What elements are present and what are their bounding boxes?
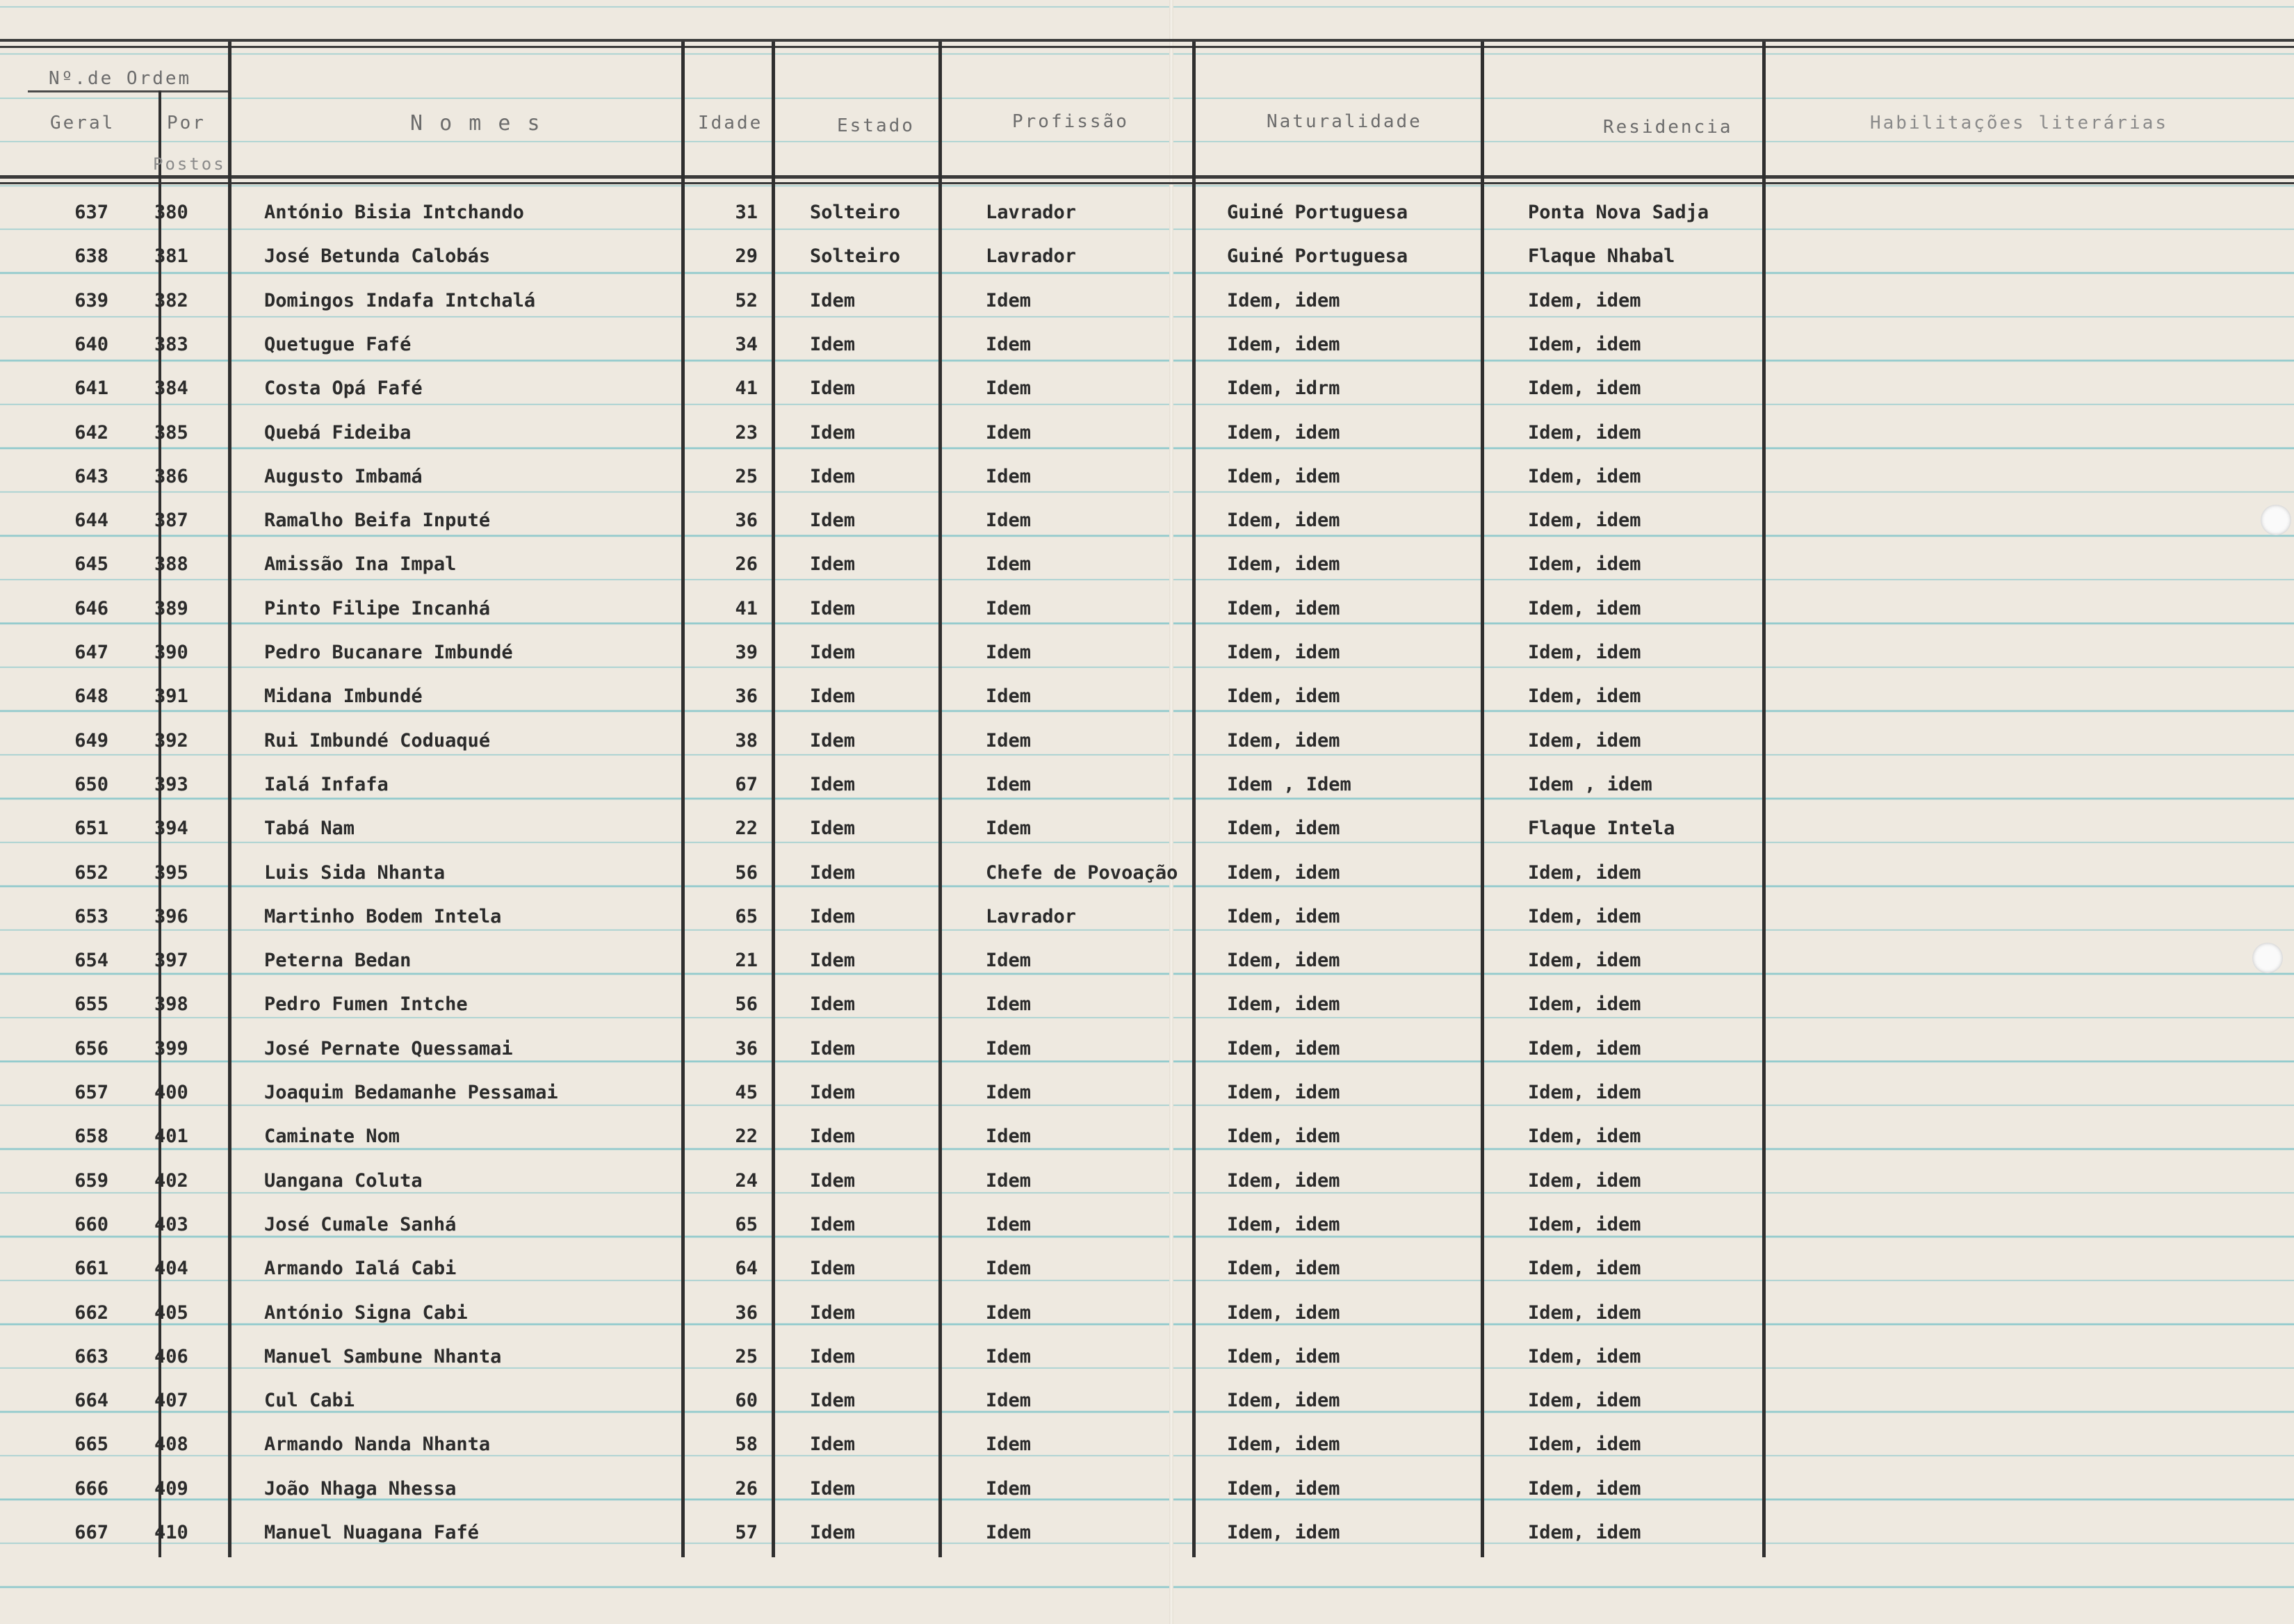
table-row [0,1249,2294,1293]
age-cell: 23 [735,421,758,444]
profession-cell: Chefe de Povoação [986,861,1178,884]
posto-number-cell: 407 [154,1390,188,1412]
profession-cell: Idem [986,1258,1032,1280]
table-row [0,1513,2294,1557]
residence-cell: Idem, idem [1528,377,1641,400]
geral-number-cell: 650 [74,773,108,795]
table-row [0,1294,2294,1338]
civil-status-cell: Idem [810,553,856,576]
age-cell: 64 [735,1258,758,1280]
table-row [0,941,2294,985]
geral-number-cell: 639 [74,289,108,311]
profession-cell: Idem [986,1390,1032,1412]
age-cell: 65 [735,1213,758,1235]
civil-status-cell: Idem [810,1126,856,1148]
birthplace-cell: Guiné Portuguesa [1227,245,1408,268]
residence-cell: Idem, idem [1528,685,1641,708]
age-cell: 21 [735,950,758,972]
residence-cell: Idem, idem [1528,1301,1641,1324]
residence-cell: Idem, idem [1528,553,1641,576]
geral-number-cell: 663 [74,1345,108,1367]
geral-number-cell: 666 [74,1477,108,1500]
geral-number-cell: 661 [74,1258,108,1280]
civil-status-cell: Idem [810,1213,856,1235]
residence-cell: Idem, idem [1528,289,1641,311]
civil-status-cell: Idem [810,905,856,927]
person-name-cell: Cul Cabi [264,1390,355,1412]
geral-number-cell: 654 [74,950,108,972]
residence-cell: Idem, idem [1528,1126,1641,1148]
person-name-cell: Tabá Nam [264,818,355,840]
residence-cell: Idem, idem [1528,861,1641,884]
residence-cell: Idem, idem [1528,1213,1641,1235]
person-name-cell: Manuel Nuagana Fafé [264,1522,479,1543]
profession-cell: Idem [986,993,1032,1016]
table-row [0,1425,2294,1469]
civil-status-cell: Idem [810,510,856,532]
age-cell: 57 [735,1522,758,1543]
person-name-cell: Rui Imbundé Coduaqué [264,729,491,752]
posto-number-cell: 401 [154,1126,188,1148]
table-row [0,1030,2294,1073]
header-profissao: Profissão [1012,111,1129,132]
birthplace-cell: Idem, idem [1227,1169,1340,1192]
person-name-cell: Pedro Bucanare Imbundé [264,642,513,663]
age-cell: 36 [735,1037,758,1059]
age-cell: 36 [735,510,758,532]
person-name-cell: Pinto Filipe Incanhá [264,597,491,619]
geral-number-cell: 644 [74,510,108,532]
person-name-cell: Uangana Coluta [264,1169,423,1192]
profession-cell: Idem [986,421,1032,444]
residence-cell: Idem, idem [1528,421,1641,444]
profession-cell: Idem [986,377,1032,400]
table-row [0,193,2294,237]
age-cell: 24 [735,1169,758,1192]
profession-cell: Idem [986,510,1032,532]
civil-status-cell: Idem [810,1434,856,1456]
table-row [0,237,2294,281]
birthplace-cell: Idem, idem [1227,510,1340,532]
profession-cell: Idem [986,1126,1032,1148]
posto-number-cell: 396 [154,905,188,927]
civil-status-cell: Idem [810,993,856,1016]
profession-cell: Lavrador [986,202,1077,223]
person-name-cell: Costa Opá Fafé [264,377,423,400]
geral-number-cell: 662 [74,1301,108,1324]
birthplace-cell: Idem, idem [1227,1390,1340,1412]
person-name-cell: Ramalho Beifa Inputé [264,510,491,532]
civil-status-cell: Idem [810,1037,856,1059]
age-cell: 56 [735,993,758,1016]
table-row [0,854,2294,898]
person-name-cell: Quebá Fideiba [264,421,412,444]
posto-number-cell: 380 [154,202,188,223]
birthplace-cell: Idem, idem [1227,905,1340,927]
person-name-cell: Manuel Sambune Nhanta [264,1345,502,1367]
residence-cell: Idem, idem [1528,1037,1641,1059]
person-name-cell: Martinho Bodem Intela [264,905,502,927]
residence-cell: Idem, idem [1528,1345,1641,1367]
profession-cell: Idem [986,1082,1032,1103]
profession-cell: Idem [986,333,1032,355]
geral-number-cell: 642 [74,421,108,444]
age-cell: 29 [735,245,758,268]
posto-number-cell: 410 [154,1522,188,1543]
table-row [0,282,2294,325]
header-rule-2 [0,182,2294,184]
table-row [0,1338,2294,1381]
table-row [0,1073,2294,1117]
header-por: Por [167,113,206,133]
age-cell: 67 [735,773,758,795]
residence-cell: Idem, idem [1528,1434,1641,1456]
posto-number-cell: 390 [154,642,188,663]
profession-cell: Idem [986,818,1032,840]
residence-cell: Idem, idem [1528,1390,1641,1412]
geral-number-cell: 648 [74,685,108,708]
profession-cell: Idem [986,729,1032,752]
geral-number-cell: 656 [74,1037,108,1059]
civil-status-cell: Idem [810,465,856,487]
posto-number-cell: 385 [154,421,188,444]
birthplace-cell: Idem, idem [1227,465,1340,487]
geral-number-cell: 660 [74,1213,108,1235]
table-row [0,722,2294,765]
civil-status-cell: Idem [810,1390,856,1412]
person-name-cell: Armando Nanda Nhanta [264,1434,491,1456]
header-postos: Postos [153,154,226,174]
civil-status-cell: Idem [810,421,856,444]
table-row [0,1470,2294,1513]
table-row [0,985,2294,1029]
person-name-cell: Domingos Indafa Intchalá [264,289,536,311]
posto-number-cell: 397 [154,950,188,972]
age-cell: 41 [735,377,758,400]
age-cell: 60 [735,1390,758,1412]
birthplace-cell: Idem, idem [1227,1345,1340,1367]
posto-number-cell: 387 [154,510,188,532]
geral-number-cell: 637 [74,202,108,223]
residence-cell: Idem , idem [1528,773,1652,795]
table-row [0,545,2294,589]
person-name-cell: João Nhaga Nhessa [264,1477,457,1500]
posto-number-cell: 406 [154,1345,188,1367]
posto-number-cell: 402 [154,1169,188,1192]
residence-cell: Idem, idem [1528,1169,1641,1192]
age-cell: 22 [735,1126,758,1148]
age-cell: 26 [735,553,758,576]
birthplace-cell: Idem, idem [1227,333,1340,355]
civil-status-cell: Idem [810,1258,856,1280]
profession-cell: Idem [986,950,1032,972]
civil-status-cell: Idem [810,1169,856,1192]
table-row [0,809,2294,853]
geral-number-cell: 655 [74,993,108,1016]
posto-number-cell: 394 [154,818,188,840]
table-row [0,1381,2294,1425]
profession-cell: Idem [986,1477,1032,1500]
age-cell: 41 [735,597,758,619]
table-row [0,457,2294,501]
profession-cell: Idem [986,553,1032,576]
person-name-cell: António Bisia Intchando [264,202,524,223]
geral-number-cell: 647 [74,642,108,663]
age-cell: 56 [735,861,758,884]
age-cell: 34 [735,333,758,355]
posto-number-cell: 409 [154,1477,188,1500]
top-rule [0,39,2294,42]
posto-number-cell: 384 [154,377,188,400]
person-name-cell: Peterna Bedan [264,950,412,972]
person-name-cell: Pedro Fumen Intche [264,993,468,1016]
civil-status-cell: Idem [810,597,856,619]
geral-number-cell: 649 [74,729,108,752]
civil-status-cell: Idem [810,950,856,972]
civil-status-cell: Idem [810,1522,856,1543]
posto-number-cell: 388 [154,553,188,576]
birthplace-cell: Idem, idem [1227,421,1340,444]
geral-number-cell: 646 [74,597,108,619]
age-cell: 38 [735,729,758,752]
top-rule-2 [0,46,2294,48]
profession-cell: Idem [986,773,1032,795]
header-rule [0,175,2294,179]
geral-number-cell: 657 [74,1082,108,1103]
residence-cell: Idem, idem [1528,1522,1641,1543]
table-row [0,590,2294,633]
geral-number-cell: 653 [74,905,108,927]
table-row [0,369,2294,413]
residence-cell: Idem, idem [1528,333,1641,355]
civil-status-cell: Idem [810,818,856,840]
birthplace-cell: Idem, idem [1227,597,1340,619]
geral-number-cell: 658 [74,1126,108,1148]
residence-cell: Idem, idem [1528,729,1641,752]
person-name-cell: José Betunda Calobás [264,245,491,268]
age-cell: 65 [735,905,758,927]
posto-number-cell: 405 [154,1301,188,1324]
geral-number-cell: 651 [74,818,108,840]
profession-cell: Idem [986,597,1032,619]
geral-number-cell: 652 [74,861,108,884]
header-residencia: Residencia [1603,117,1733,138]
birthplace-cell: Idem, idrm [1227,377,1340,400]
person-name-cell: Midana Imbundé [264,685,423,708]
birthplace-cell: Idem, idem [1227,553,1340,576]
residence-cell: Idem, idem [1528,1477,1641,1500]
age-cell: 22 [735,818,758,840]
ordem-rule [28,90,229,92]
birthplace-cell: Idem, idem [1227,729,1340,752]
header-naturalidade: Naturalidade [1267,111,1422,132]
geral-number-cell: 640 [74,333,108,355]
birthplace-cell: Idem , Idem [1227,773,1351,795]
table-row [0,898,2294,941]
profession-cell: Idem [986,685,1032,708]
posto-number-cell: 399 [154,1037,188,1059]
profession-cell: Idem [986,1522,1032,1543]
profession-cell: Idem [986,465,1032,487]
age-cell: 26 [735,1477,758,1500]
residence-cell: Idem, idem [1528,510,1641,532]
age-cell: 39 [735,642,758,663]
posto-number-cell: 392 [154,729,188,752]
profession-cell: Idem [986,1301,1032,1324]
civil-status-cell: Solteiro [810,245,901,268]
header-no-ordem: Nº.de Ordem [49,68,192,89]
residence-cell: Flaque Intela [1528,818,1675,840]
table-row [0,414,2294,457]
profession-cell: Idem [986,1213,1032,1235]
civil-status-cell: Idem [810,685,856,708]
header-nomes: N o m e s [410,111,542,136]
birthplace-cell: Idem, idem [1227,1126,1340,1148]
birthplace-cell: Idem, idem [1227,818,1340,840]
posto-number-cell: 398 [154,993,188,1016]
birthplace-cell: Idem, idem [1227,685,1340,708]
birthplace-cell: Idem, idem [1227,861,1340,884]
person-name-cell: Ialá Infafa [264,773,389,795]
profession-cell: Idem [986,642,1032,663]
person-name-cell: Quetugue Fafé [264,333,412,355]
birthplace-cell: Idem, idem [1227,642,1340,663]
geral-number-cell: 659 [74,1169,108,1192]
geral-number-cell: 643 [74,465,108,487]
table-row [0,501,2294,545]
birthplace-cell: Idem, idem [1227,1434,1340,1456]
age-cell: 36 [735,1301,758,1324]
age-cell: 36 [735,685,758,708]
civil-status-cell: Idem [810,377,856,400]
person-name-cell: Amissão Ina Impal [264,553,457,576]
profession-cell: Lavrador [986,905,1077,927]
profession-cell: Idem [986,1169,1032,1192]
birthplace-cell: Idem, idem [1227,1258,1340,1280]
geral-number-cell: 641 [74,377,108,400]
table-row [0,1117,2294,1161]
profession-cell: Idem [986,289,1032,311]
person-name-cell: Caminate Nom [264,1126,400,1148]
residence-cell: Idem, idem [1528,642,1641,663]
civil-status-cell: Idem [810,729,856,752]
birthplace-cell: Idem, idem [1227,289,1340,311]
table-row [0,1205,2294,1249]
profession-cell: Idem [986,1037,1032,1059]
posto-number-cell: 382 [154,289,188,311]
table-row [0,677,2294,721]
residence-cell: Ponta Nova Sadja [1528,202,1709,223]
birthplace-cell: Idem, idem [1227,950,1340,972]
person-name-cell: Joaquim Bedamanhe Pessamai [264,1082,558,1103]
birthplace-cell: Idem, idem [1227,1301,1340,1324]
posto-number-cell: 400 [154,1082,188,1103]
posto-number-cell: 408 [154,1434,188,1456]
birthplace-cell: Idem, idem [1227,1213,1340,1235]
birthplace-cell: Guiné Portuguesa [1227,202,1408,223]
civil-status-cell: Idem [810,861,856,884]
civil-status-cell: Idem [810,1477,856,1500]
profession-cell: Idem [986,1434,1032,1456]
posto-number-cell: 393 [154,773,188,795]
posto-number-cell: 395 [154,861,188,884]
header-geral: Geral [50,113,115,133]
civil-status-cell: Idem [810,1301,856,1324]
civil-status-cell: Idem [810,1345,856,1367]
person-name-cell: Luis Sida Nhanta [264,861,446,884]
posto-number-cell: 389 [154,597,188,619]
civil-status-cell: Solteiro [810,202,901,223]
posto-number-cell: 391 [154,685,188,708]
birthplace-cell: Idem, idem [1227,993,1340,1016]
posto-number-cell: 386 [154,465,188,487]
person-name-cell: José Pernate Quessamai [264,1037,513,1059]
residence-cell: Idem, idem [1528,465,1641,487]
civil-status-cell: Idem [810,773,856,795]
age-cell: 25 [735,465,758,487]
geral-number-cell: 667 [74,1522,108,1543]
person-name-cell: José Cumale Sanhá [264,1213,457,1235]
person-name-cell: António Signa Cabi [264,1301,468,1324]
person-name-cell: Armando Ialá Cabi [264,1258,457,1280]
person-name-cell: Augusto Imbamá [264,465,423,487]
residence-cell: Idem, idem [1528,1258,1641,1280]
residence-cell: Idem, idem [1528,905,1641,927]
profession-cell: Lavrador [986,245,1077,268]
civil-status-cell: Idem [810,333,856,355]
posto-number-cell: 383 [154,333,188,355]
civil-status-cell: Idem [810,642,856,663]
civil-status-cell: Idem [810,289,856,311]
geral-number-cell: 645 [74,553,108,576]
table-row [0,325,2294,369]
profession-cell: Idem [986,1345,1032,1367]
header-estado: Estado [837,115,915,136]
header-habilitacoes: Habilitações literárias [1870,113,2169,133]
age-cell: 52 [735,289,758,311]
geral-number-cell: 665 [74,1434,108,1456]
posto-number-cell: 381 [154,245,188,268]
table-row [0,633,2294,677]
residence-cell: Idem, idem [1528,993,1641,1016]
geral-number-cell: 638 [74,245,108,268]
posto-number-cell: 403 [154,1213,188,1235]
age-cell: 31 [735,202,758,223]
age-cell: 45 [735,1082,758,1103]
residence-cell: Idem, idem [1528,950,1641,972]
birthplace-cell: Idem, idem [1227,1477,1340,1500]
birthplace-cell: Idem, idem [1227,1522,1340,1543]
table-row [0,1162,2294,1205]
birthplace-cell: Idem, idem [1227,1037,1340,1059]
civil-status-cell: Idem [810,1082,856,1103]
residence-cell: Flaque Nhabal [1528,245,1675,268]
table-row [0,765,2294,809]
posto-number-cell: 404 [154,1258,188,1280]
geral-number-cell: 664 [74,1390,108,1412]
header-idade: Idade [698,113,763,133]
residence-cell: Idem, idem [1528,597,1641,619]
birthplace-cell: Idem, idem [1227,1082,1340,1103]
age-cell: 58 [735,1434,758,1456]
residence-cell: Idem, idem [1528,1082,1641,1103]
age-cell: 25 [735,1345,758,1367]
